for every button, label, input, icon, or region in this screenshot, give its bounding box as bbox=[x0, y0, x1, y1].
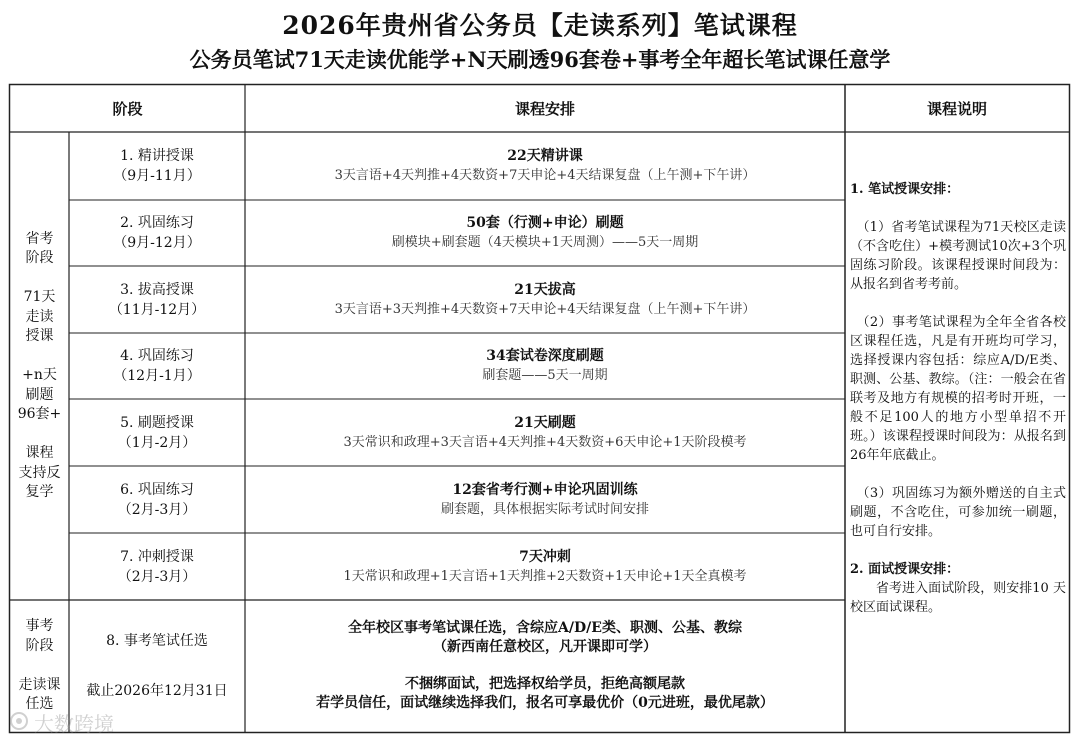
page-title: 2026年贵州省公务员【走读系列】笔试课程 bbox=[282, 11, 798, 40]
career-line-4: 若学员信任，面试继续选择我们，报名可享最优价（0元进班，最优尾款） bbox=[316, 695, 774, 711]
province-stage-label bbox=[10, 132, 69, 600]
course-detail: 3天言语+3天判推+4天数资+7天申论+4天结课复盘（上午测+下午讲） bbox=[334, 301, 756, 317]
group-label-line: 96套+ bbox=[17, 406, 62, 422]
group-label-line: 走读课 bbox=[18, 676, 61, 693]
stage-period: （2月-3月） bbox=[117, 568, 197, 585]
stage-cell bbox=[69, 132, 245, 200]
stage-period: （11月-12月） bbox=[108, 301, 206, 318]
stage-cell bbox=[69, 466, 245, 533]
career-line-2: （新西南任意校区，凡开课即可学） bbox=[433, 639, 657, 655]
group-label-line: 走读 bbox=[25, 308, 54, 325]
course-detail: 刷模块+刷套题（4天模块+1天周测）——5天一周期 bbox=[391, 235, 699, 250]
course-cell bbox=[245, 533, 845, 600]
course-cell bbox=[245, 132, 845, 200]
group-label-line: 刷题 bbox=[25, 386, 54, 403]
stage-period: （1月-2月） bbox=[117, 434, 197, 451]
course-detail: 3天常识和政理+3天言语+4天判推+4天数资+6天申论+1天阶段模考 bbox=[343, 434, 747, 450]
course-title: 12套省考行测+申论巩固训练 bbox=[452, 481, 638, 498]
header-schedule: 课程安排 bbox=[514, 100, 575, 118]
watermark: 大数跨境 bbox=[34, 712, 114, 736]
group-label-line: 阶段 bbox=[25, 637, 54, 654]
course-notes bbox=[850, 180, 1066, 617]
career-line-3: 不捆绑面试，把选择权给学员，拒绝高额尾款 bbox=[405, 676, 685, 692]
course-title: 21天拔高 bbox=[514, 281, 576, 298]
career-deadline: 截止2026年12月31日 bbox=[86, 683, 228, 699]
career-course-cell bbox=[245, 600, 845, 732]
notes-para-3: （3）巩固练习为额外赠送的自主式刷题，不含吃住，可参加统一刷题，也可自行安排。 bbox=[850, 486, 1066, 539]
course-title: 34套试卷深度刷题 bbox=[486, 348, 604, 364]
course-title: 50套（行测+申论）刷题 bbox=[466, 215, 624, 231]
course-detail: 1天常识和政理+1天言语+1天判推+2天数资+1天申论+1天全真模考 bbox=[343, 568, 747, 584]
course-title: 21天刷题 bbox=[514, 414, 576, 431]
group-label-line: 任选 bbox=[25, 696, 54, 713]
stage-cell bbox=[69, 399, 245, 466]
notes-para-2: （2）事考笔试课程为全年全省各校区课程任选，凡是有开班均可学习，选择授课内容包括：综应A/D/E类、职测、公基、教综。（注：一般会在省联考及地方有规模的招考时开班，一般不足100人的地方小型单招不开班。）该课程授课时间段为：从报名到26年年底截止。 bbox=[850, 315, 1066, 463]
stage-period: （9月-12月） bbox=[113, 235, 201, 251]
career-line-1: 全年校区事考笔试课任选，含综应A/D/E类、职测、公基、教综 bbox=[348, 620, 742, 636]
course-cell bbox=[245, 466, 845, 533]
stage-name: 6. 巩固练习 bbox=[120, 481, 194, 498]
course-detail: 刷套题，具体根据实际考试时间安排 bbox=[440, 501, 649, 517]
course-title: 22天精讲课 bbox=[507, 148, 583, 164]
stage-cell bbox=[69, 200, 245, 266]
header-notes: 课程说明 bbox=[926, 100, 987, 118]
group-label-line: 复学 bbox=[25, 484, 54, 500]
stage-name: 1. 精讲授课 bbox=[120, 148, 194, 164]
group-label-line: 71天 bbox=[23, 289, 56, 305]
stage-name: 7. 冲刺授课 bbox=[120, 548, 194, 565]
stage-period: （2月-3月） bbox=[117, 501, 197, 518]
course-title: 7天冲刺 bbox=[519, 548, 571, 565]
stage-name: 5. 刷题授课 bbox=[120, 414, 194, 431]
page-subtitle: 公务员笔试71天走读优能学+N天刷透96套卷+事考全年超长笔试课任意学 bbox=[189, 47, 891, 72]
course-cell bbox=[245, 266, 845, 333]
stage-period: （9月-11月） bbox=[113, 168, 201, 184]
notes-heading-written: 1. 笔试授课安排： bbox=[850, 182, 960, 197]
notes-para-4: 省考进入面试阶段，则安排10 天校区面试课程。 bbox=[850, 581, 1066, 615]
stage-cell bbox=[69, 533, 245, 600]
stage-period: （12月-1月） bbox=[113, 368, 201, 384]
career-stage-name: 8. 事考笔试任选 bbox=[106, 633, 208, 649]
group-label-line: 事考 bbox=[25, 618, 54, 635]
course-detail: 刷套题——5天一周期 bbox=[482, 368, 608, 383]
group-label-line: 支持反 bbox=[18, 464, 61, 481]
group-label-line: 课程 bbox=[25, 445, 54, 461]
course-cell bbox=[245, 200, 845, 266]
stage-name: 4. 巩固练习 bbox=[120, 348, 194, 364]
group-label-line: 阶段 bbox=[25, 250, 54, 266]
header-stage: 阶段 bbox=[112, 100, 143, 118]
group-label-line: +n天 bbox=[22, 367, 57, 383]
course-detail: 3天言语+4天判推+4天数资+7天申论+4天结课复盘（上午测+下午讲） bbox=[334, 168, 756, 183]
stage-name: 2. 巩固练习 bbox=[120, 215, 194, 231]
group-label-line: 授课 bbox=[25, 328, 54, 344]
stage-cell bbox=[69, 333, 245, 399]
notes-heading-interview: 2. 面试授课安排： bbox=[850, 562, 960, 577]
course-cell bbox=[245, 399, 845, 466]
watermark-logo-icon bbox=[8, 710, 30, 732]
stage-name: 3. 拔高授课 bbox=[120, 281, 194, 298]
course-cell bbox=[245, 333, 845, 399]
stage-cell bbox=[69, 266, 245, 333]
notes-para-1: （1）省考笔试课程为71天校区走读（不含吃住）+模考测试10次+3个巩固练习阶段。该课程授课时间段为：从报名到省考考前。 bbox=[850, 220, 1066, 292]
group-label-line: 省考 bbox=[25, 230, 54, 247]
